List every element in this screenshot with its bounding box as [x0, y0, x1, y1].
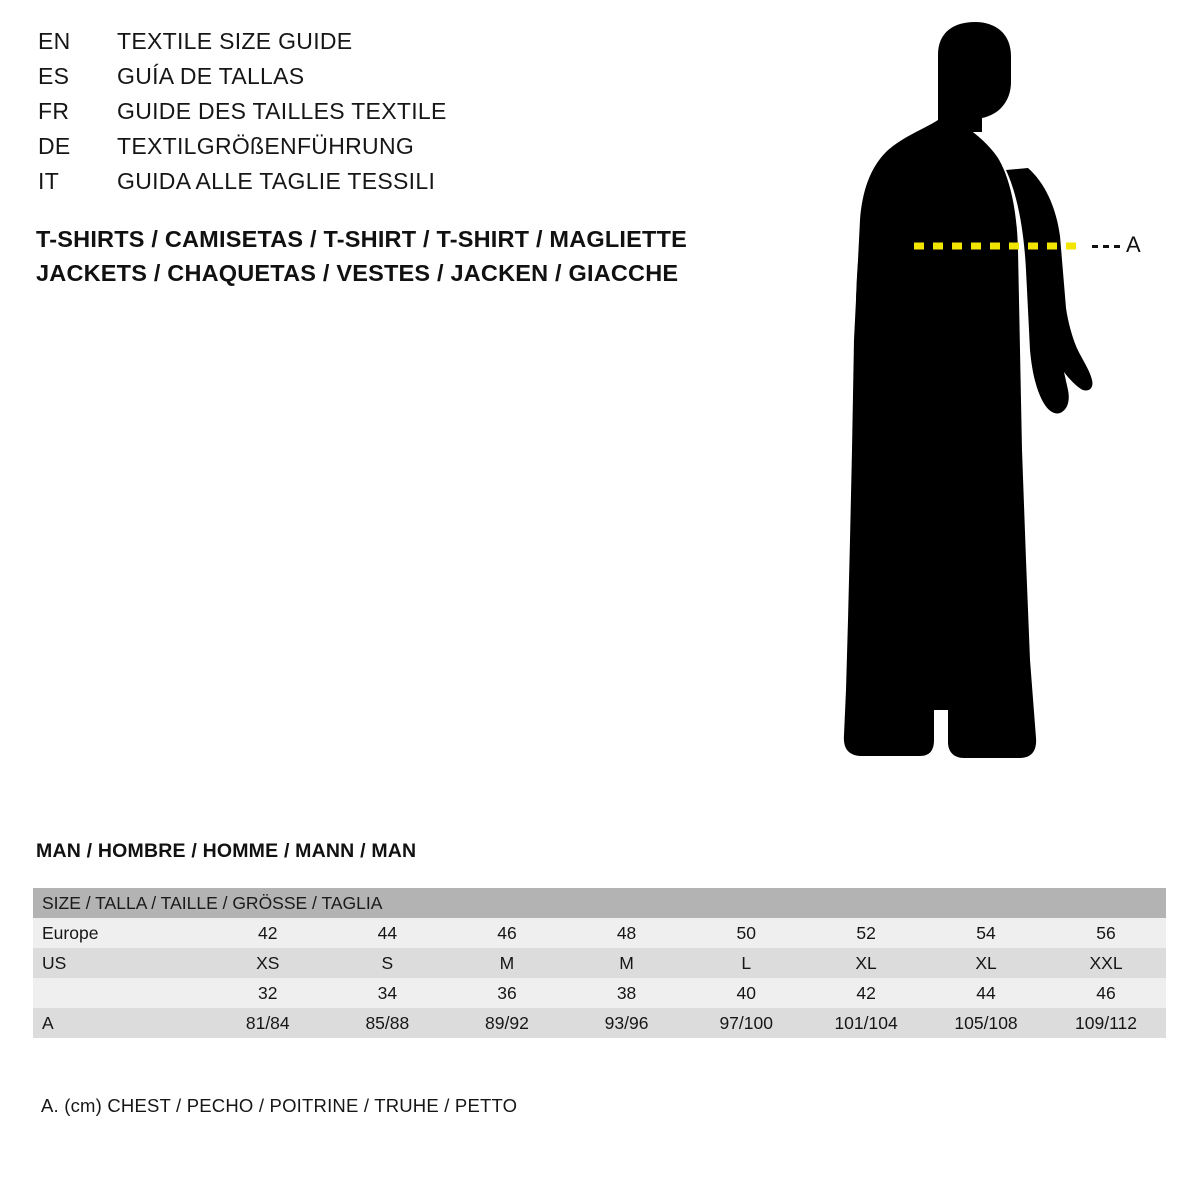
language-text: TEXTILGRÖßENFÜHRUNG: [117, 133, 415, 159]
cell: S: [328, 948, 448, 978]
language-code: EN: [38, 28, 71, 54]
cell: 46: [1046, 978, 1166, 1008]
table-section-title: MAN / HOMBRE / HOMME / MANN / MAN: [36, 840, 417, 862]
cell: 93/96: [567, 1008, 687, 1038]
language-row: [38, 63, 738, 98]
cell: 40: [686, 978, 806, 1008]
language-row: [38, 133, 738, 168]
row-label: Europe: [33, 918, 208, 948]
language-text: GUÍA DE TALLAS: [117, 63, 305, 89]
language-row: [38, 168, 738, 203]
language-code: DE: [38, 133, 71, 159]
cell: 101/104: [806, 1008, 926, 1038]
cell: 97/100: [686, 1008, 806, 1038]
category-block: [36, 222, 796, 290]
cell: 105/108: [926, 1008, 1046, 1038]
size-table: [33, 888, 1166, 1038]
cell: 48: [567, 918, 687, 948]
table-row: [33, 948, 1166, 978]
cell: XL: [806, 948, 926, 978]
cell: 42: [208, 918, 328, 948]
body-figure: [830, 20, 1190, 800]
cell: 42: [806, 978, 926, 1008]
cell: 52: [806, 918, 926, 948]
language-row: [38, 98, 738, 133]
cell: 36: [447, 978, 567, 1008]
cell: 44: [926, 978, 1046, 1008]
cell: 81/84: [208, 1008, 328, 1038]
table-row: [33, 918, 1166, 948]
cell: 109/112: [1046, 1008, 1166, 1038]
table-header-row: [33, 888, 1166, 918]
table-footnote: A. (cm) CHEST / PECHO / POITRINE / TRUHE / PETTO: [41, 1095, 518, 1116]
cell: 56: [1046, 918, 1166, 948]
cell: XL: [926, 948, 1046, 978]
cell: 38: [567, 978, 687, 1008]
language-header-block: [38, 28, 738, 203]
cell: 50: [686, 918, 806, 948]
measure-label-a: A: [1126, 232, 1142, 257]
cell: XXL: [1046, 948, 1166, 978]
language-row: [38, 28, 738, 63]
cell: L: [686, 948, 806, 978]
language-text: GUIDA ALLE TAGLIE TESSILI: [117, 168, 436, 194]
table-row: [33, 1008, 1166, 1038]
cell: 44: [328, 918, 448, 948]
row-label: A: [33, 1008, 208, 1038]
language-text: TEXTILE SIZE GUIDE: [117, 28, 353, 54]
category-line-tshirts: T-SHIRTS / CAMISETAS / T-SHIRT / T-SHIRT / MAGLIETTE: [36, 226, 687, 252]
cell: M: [567, 948, 687, 978]
cell: 54: [926, 918, 1046, 948]
cell: 85/88: [328, 1008, 448, 1038]
cell: 32: [208, 978, 328, 1008]
category-line-jackets: JACKETS / CHAQUETAS / VESTES / JACKEN / GIACCHE: [36, 260, 679, 286]
row-label: US: [33, 948, 208, 978]
cell: M: [447, 948, 567, 978]
table-row: [33, 978, 1166, 1008]
man-silhouette-icon: [830, 20, 1190, 800]
language-text: GUIDE DES TAILLES TEXTILE: [117, 98, 447, 124]
cell: 46: [447, 918, 567, 948]
row-label: [33, 978, 208, 1008]
measure-pointer-dashes: [1092, 245, 1120, 248]
cell: 89/92: [447, 1008, 567, 1038]
language-code: ES: [38, 63, 70, 89]
cell: 34: [328, 978, 448, 1008]
language-code: IT: [38, 168, 60, 194]
table-header-label: SIZE / TALLA / TAILLE / GRÖSSE / TAGLIA: [33, 888, 1166, 918]
cell: XS: [208, 948, 328, 978]
language-code: FR: [38, 98, 70, 124]
